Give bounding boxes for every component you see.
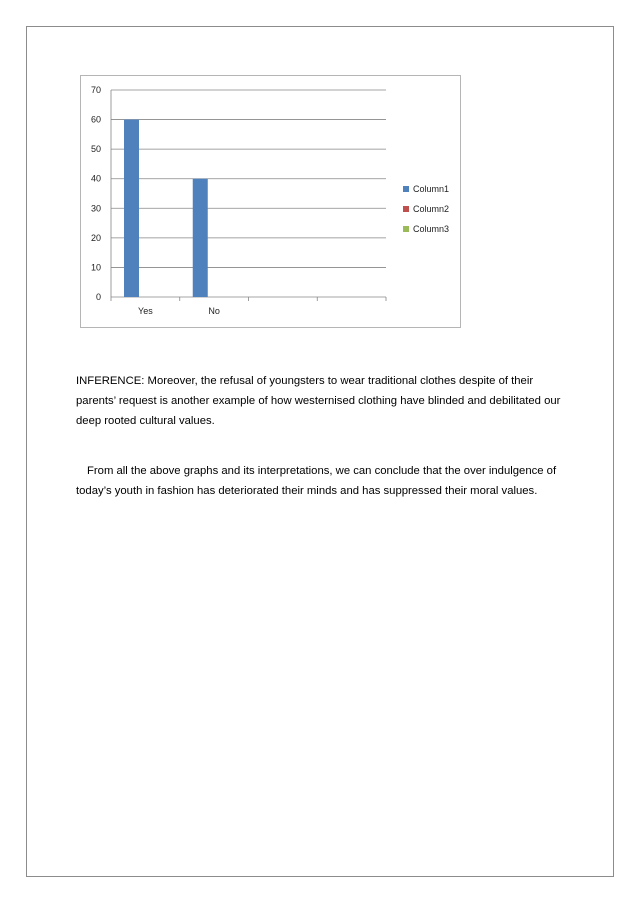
legend-item-column3 xyxy=(403,219,449,239)
x-tick-label: Yes xyxy=(138,306,153,316)
legend-item-column1 xyxy=(403,179,449,199)
y-tick-label: 20 xyxy=(90,232,101,243)
y-tick-label: 30 xyxy=(90,203,101,214)
legend-item-column2 xyxy=(403,199,449,219)
y-tick-label: 70 xyxy=(90,85,101,95)
inference-paragraph: INFERENCE: Moreover, the refusal of youngsters to wear traditional clothes despite of their parents’ request is another example of how westernised clothing have blinded and debilitated our deep rooted cultural values. xyxy=(76,375,561,427)
chart-legend xyxy=(403,179,449,239)
legend-swatch-column1 xyxy=(403,186,409,192)
y-tick-label: 50 xyxy=(90,144,101,155)
legend-label-column3: Column3 xyxy=(413,224,450,234)
legend-label-column2: Column2 xyxy=(413,204,450,214)
legend-swatch-column3 xyxy=(403,226,409,232)
y-tick-label: 10 xyxy=(90,262,101,273)
chart-container xyxy=(80,75,461,328)
conclusion-paragraph: From all the above graphs and its interpretations, we can conclude that the over indulgence of today’s youth in fashion has deteriorated their minds and has suppressed their moral values. xyxy=(76,465,557,497)
y-tick-label: 60 xyxy=(90,114,101,125)
y-tick-label: 40 xyxy=(90,173,101,184)
legend-label-column1: Column1 xyxy=(413,184,450,194)
y-tick-label: 0 xyxy=(95,292,101,302)
bar-column1-no xyxy=(193,179,208,297)
bar-column1-yes xyxy=(124,120,139,297)
legend-swatch-column2 xyxy=(403,206,409,212)
x-tick-label: No xyxy=(208,306,220,316)
